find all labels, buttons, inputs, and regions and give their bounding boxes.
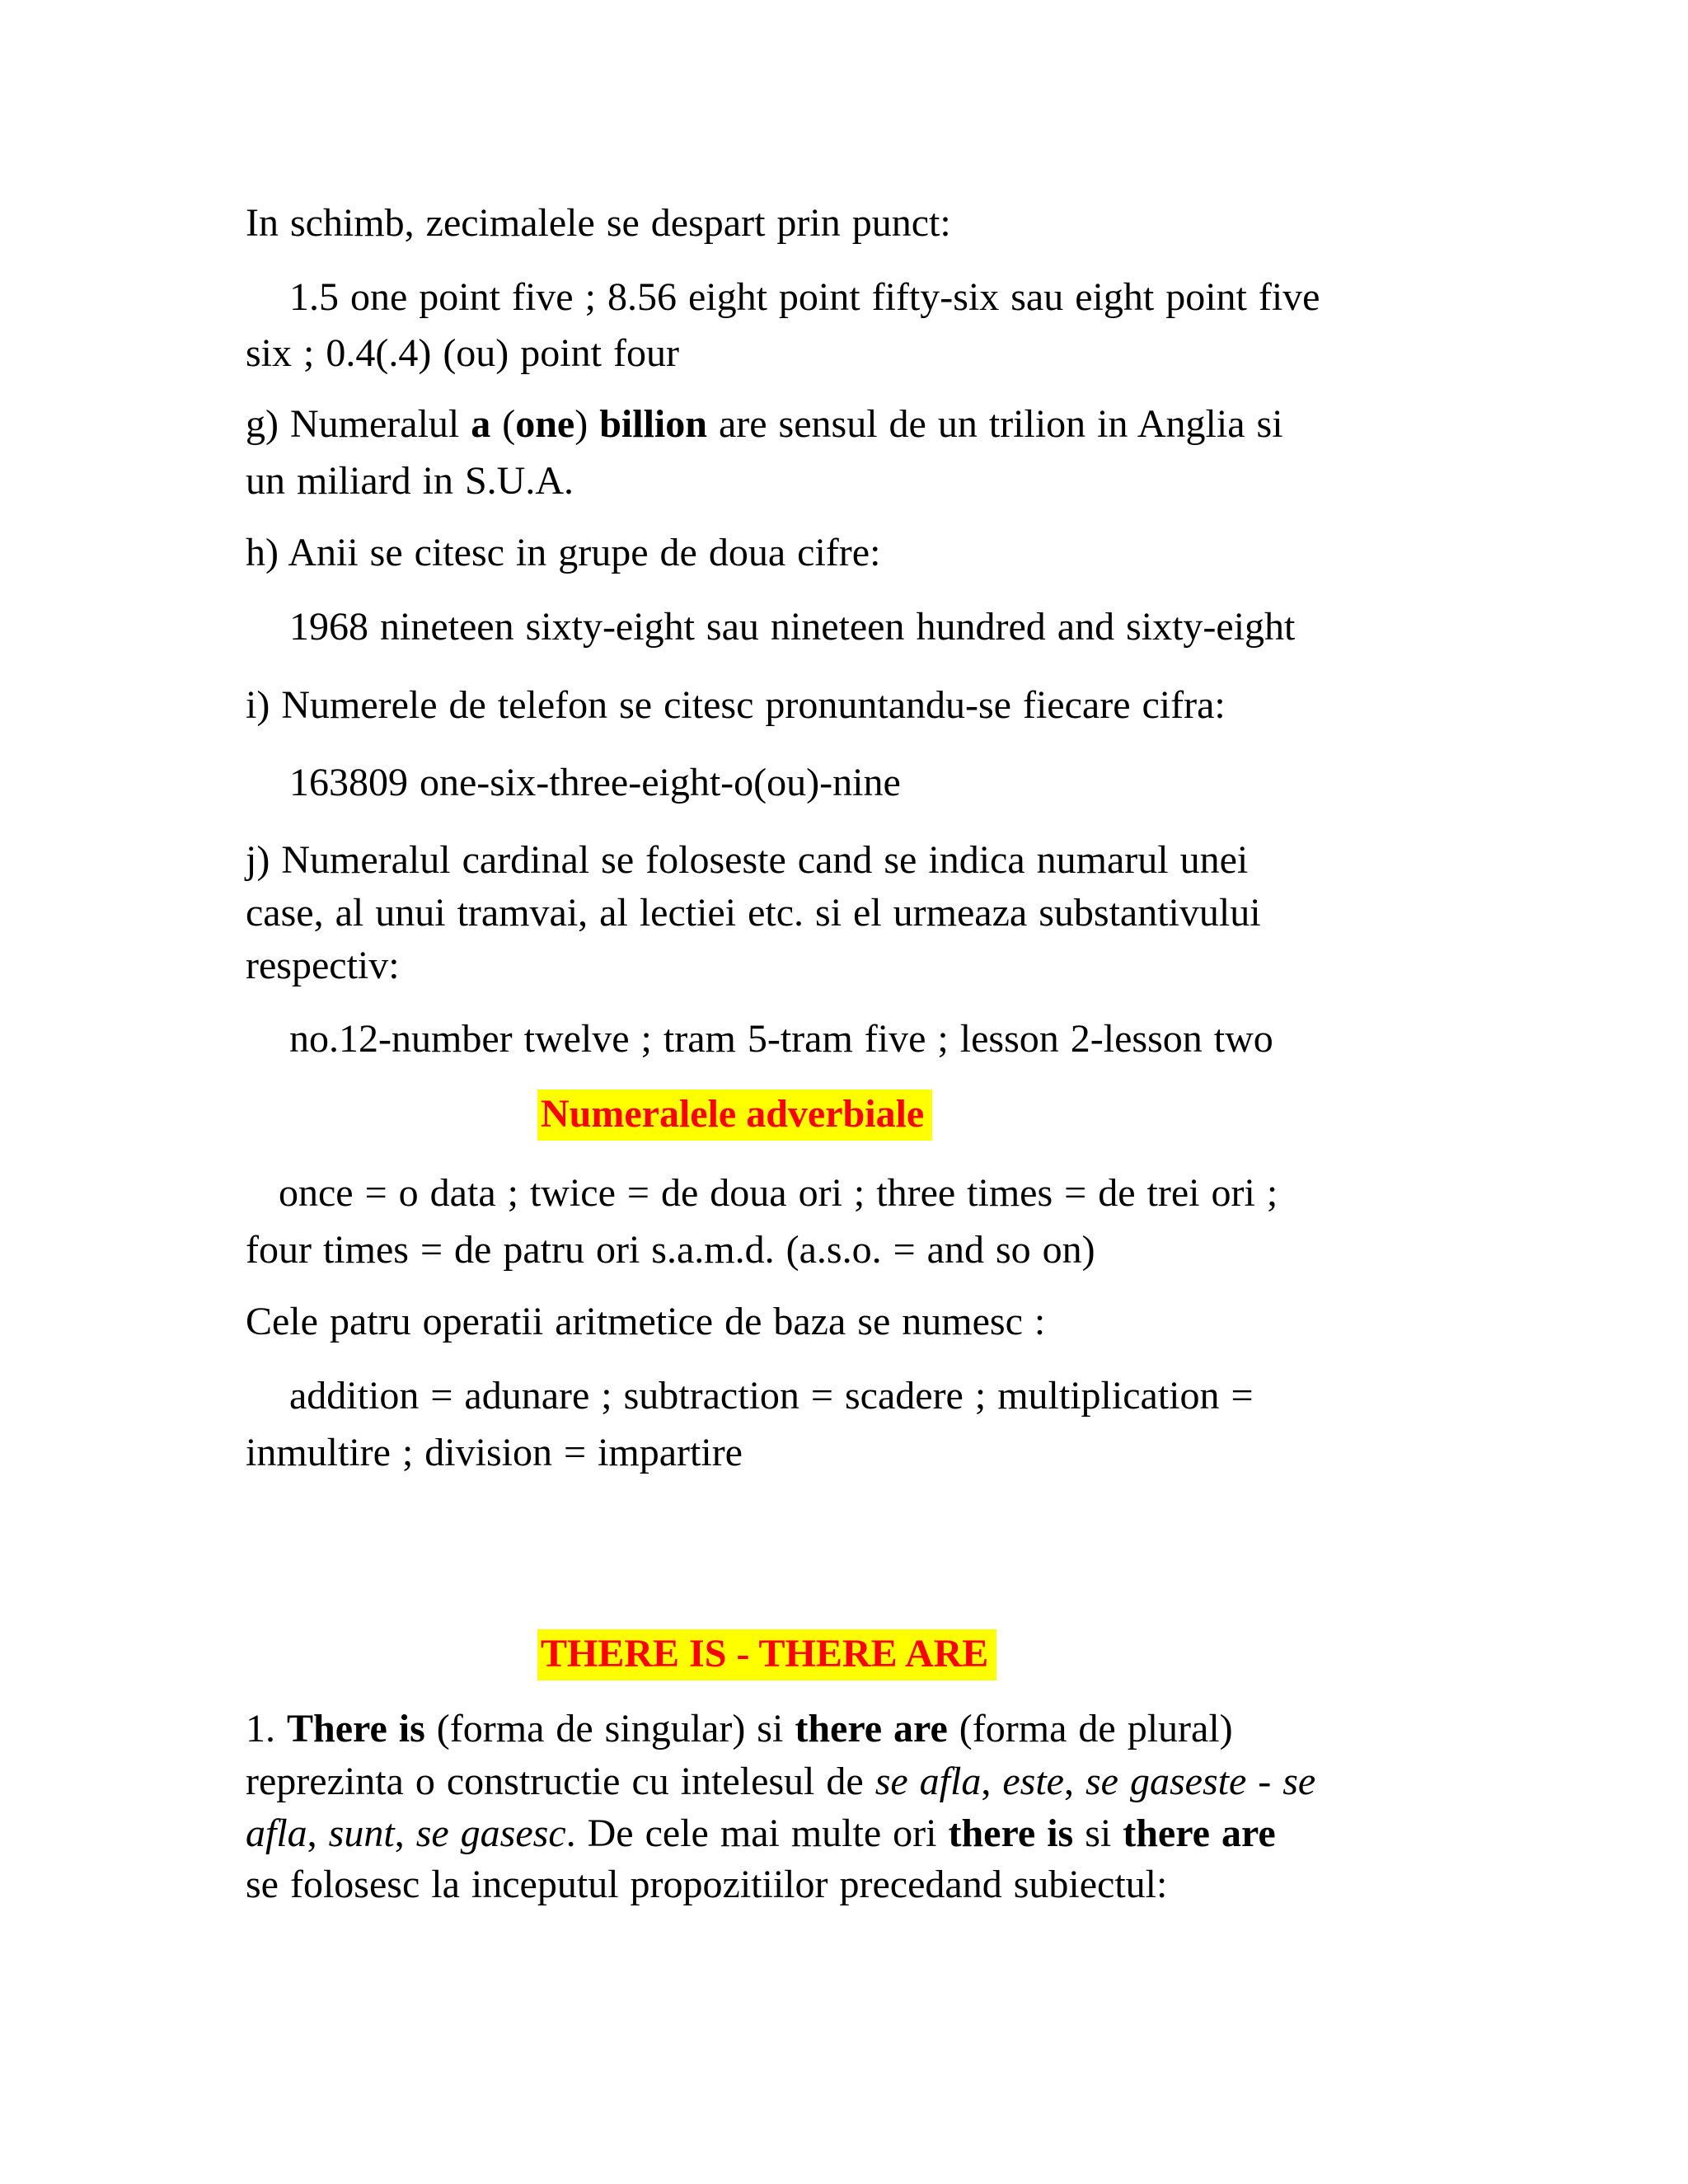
paragraph-cardinal-1: j) Numeralul cardinal se foloseste cand se indica numarul unei [246,838,1249,882]
paragraph-phone-numbers: i) Numerele de telefon se citesc pronuntandu-se fiecare cifra: [246,683,1226,727]
text-run: 1. [246,1707,287,1750]
bold-term: There is [287,1707,425,1750]
bold-term: there are [795,1707,948,1750]
text-run: ( [490,402,516,446]
example-phone-numbers: 163809 one-six-three-eight-o(ou)-nine [289,761,901,804]
paragraph-years: h) Anii se citesc in grupe de doua cifre: [246,531,881,574]
paragraph-there-is-1 [246,1706,1233,1752]
italic-term: se afla [874,1760,982,1803]
paragraph-billion-2: un miliard in S.U.A. [246,459,574,503]
bold-term: there are [1123,1811,1276,1855]
paragraph-adverbial-2: four times = de patru ori s.a.m.d. (a.s.o. = and so on) [246,1228,1095,1272]
paragraph-there-is-2 [246,1759,1315,1805]
italic-term: sunt [328,1811,395,1855]
text-run: g) Numeralul [246,402,471,446]
section-heading-there-is-there-are: THERE IS - THERE ARE [537,1629,996,1680]
text-run: are sensul de un trilion in Anglia si [706,402,1283,446]
paragraph-operations-intro: Cele patru operatii aritmetice de baza se numesc : [246,1300,1046,1343]
text-run: (forma de plural) [947,1707,1233,1750]
text-run: (forma de singular) si [424,1707,795,1750]
italic-term: afla [246,1811,307,1855]
text-run: si [1073,1811,1123,1855]
example-decimals-1: 1.5 one point five ; 8.56 eight point fifty-six sau eight point five [289,275,1320,319]
text-run: ) [574,402,600,446]
text-run: , [394,1811,416,1855]
italic-term: se gaseste - se [1085,1760,1316,1803]
bold-term: billion [599,402,707,446]
bold-term: one [515,402,575,446]
example-cardinal: no.12-number twelve ; tram 5-tram five ; lesson 2-lesson two [289,1017,1273,1061]
paragraph-cardinal-2: case, al unui tramvai, al lectiei etc. si el urmeaza substantivului [246,891,1261,935]
paragraph-cardinal-3: respectiv: [246,944,400,987]
italic-term: se gasesc [415,1811,566,1855]
section-heading-adverbial-numerals: Numeralele adverbiale [537,1090,932,1141]
example-operations-2: inmultire ; division = impartire [246,1431,743,1474]
paragraph-billion-1 [246,401,1283,448]
text-run: , [1063,1760,1085,1803]
text-run: , [981,1760,1003,1803]
text-run: . De cele mai multe ori [565,1811,949,1855]
paragraph-adverbial-1: once = o data ; twice = de doua ori ; three times = de trei ori ; [279,1171,1278,1215]
example-decimals-2: six ; 0.4(.4) (ou) point four [246,331,679,375]
paragraph-decimals-intro: In schimb, zecimalele se despart prin punct: [246,201,951,245]
text-run: , [307,1811,329,1855]
italic-term: este [1002,1760,1064,1803]
paragraph-there-is-4: se folosesc la inceputul propozitiilor precedand subiectul: [246,1863,1168,1906]
example-operations-1: addition = adunare ; subtraction = scadere ; multiplication = [289,1374,1254,1418]
bold-term: a [471,402,491,446]
example-years: 1968 nineteen sixty-eight sau nineteen hundred and sixty-eight [289,605,1296,649]
paragraph-there-is-3 [246,1811,1276,1857]
text-run: reprezinta o constructie cu intelesul de [246,1760,875,1803]
bold-term: there is [948,1811,1074,1855]
